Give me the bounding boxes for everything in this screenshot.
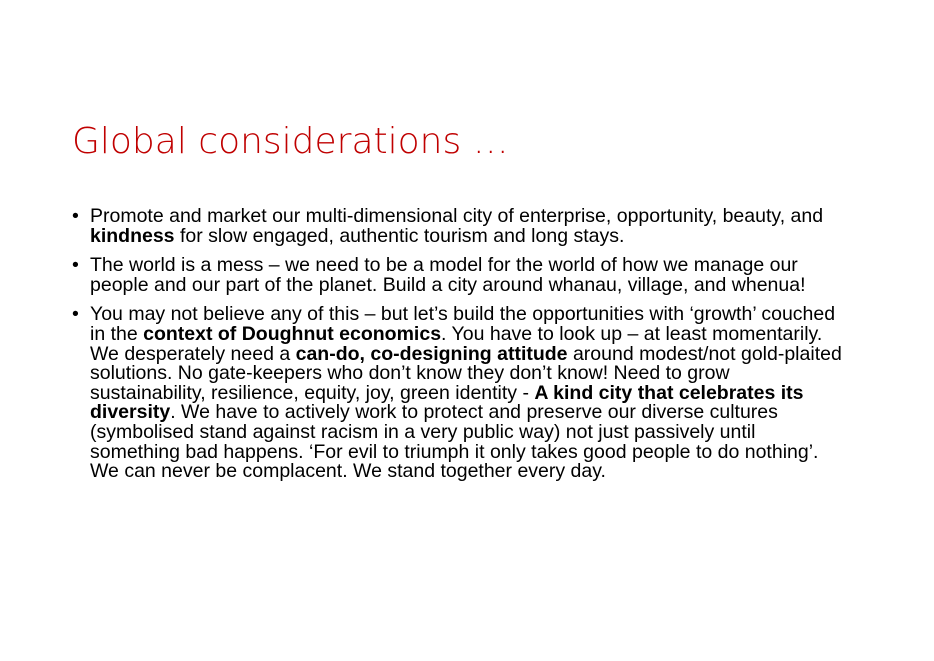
bullet-text-segment-bold: can-do, co-designing attitude	[295, 342, 568, 365]
slide-title: Global considerations …	[72, 121, 509, 162]
bullet-text-segment: around modest/not gold-plaited solutions. No gate-keepers who don’t know they don’t know! Need to grow sustainability, resilience, equity, joy, green identity -	[90, 342, 842, 404]
bullet-marker: •	[72, 303, 79, 326]
bullet-text-segment: You may not believe any of this – but let’s build the opportunities with ‘growth’ couched in the	[90, 303, 836, 345]
bullet-item	[72, 305, 850, 481]
bullet-marker: •	[72, 205, 79, 227]
bullet-text-segment: The world is a mess – we need to be a model for the world of how we manage our people and our part of the planet. Build a city around whanau, village, and whenua!	[90, 254, 806, 296]
bullet-text-segment: . You have to look up – at least momentarily. We desperately need a	[90, 322, 823, 365]
bullet-text-segment: for slow engaged, authentic tourism and long stays.	[174, 224, 625, 247]
bullet-item	[72, 207, 850, 246]
bullet-text-segment-bold: context of Doughnut economics	[143, 322, 442, 345]
bullet-text-segment: . We have to actively work to protect and preserve our diverse cultures (symbolised stand against racism in a very public way) not just passively until something bad happens. ‘For evil to triumph it only takes good people to do nothing’. We can never be complacent. We stand together every day.	[90, 401, 819, 483]
bullet-item	[72, 256, 850, 295]
bullet-marker: •	[72, 254, 79, 277]
bullet-text-segment-bold: kindness	[90, 224, 175, 247]
bullet-list	[72, 207, 850, 492]
bullet-text-segment-bold: A kind city that celebrates its diversity	[90, 381, 804, 424]
bullet-text-segment: Promote and market our multi-dimensional city of enterprise, opportunity, beauty, and	[90, 205, 824, 227]
